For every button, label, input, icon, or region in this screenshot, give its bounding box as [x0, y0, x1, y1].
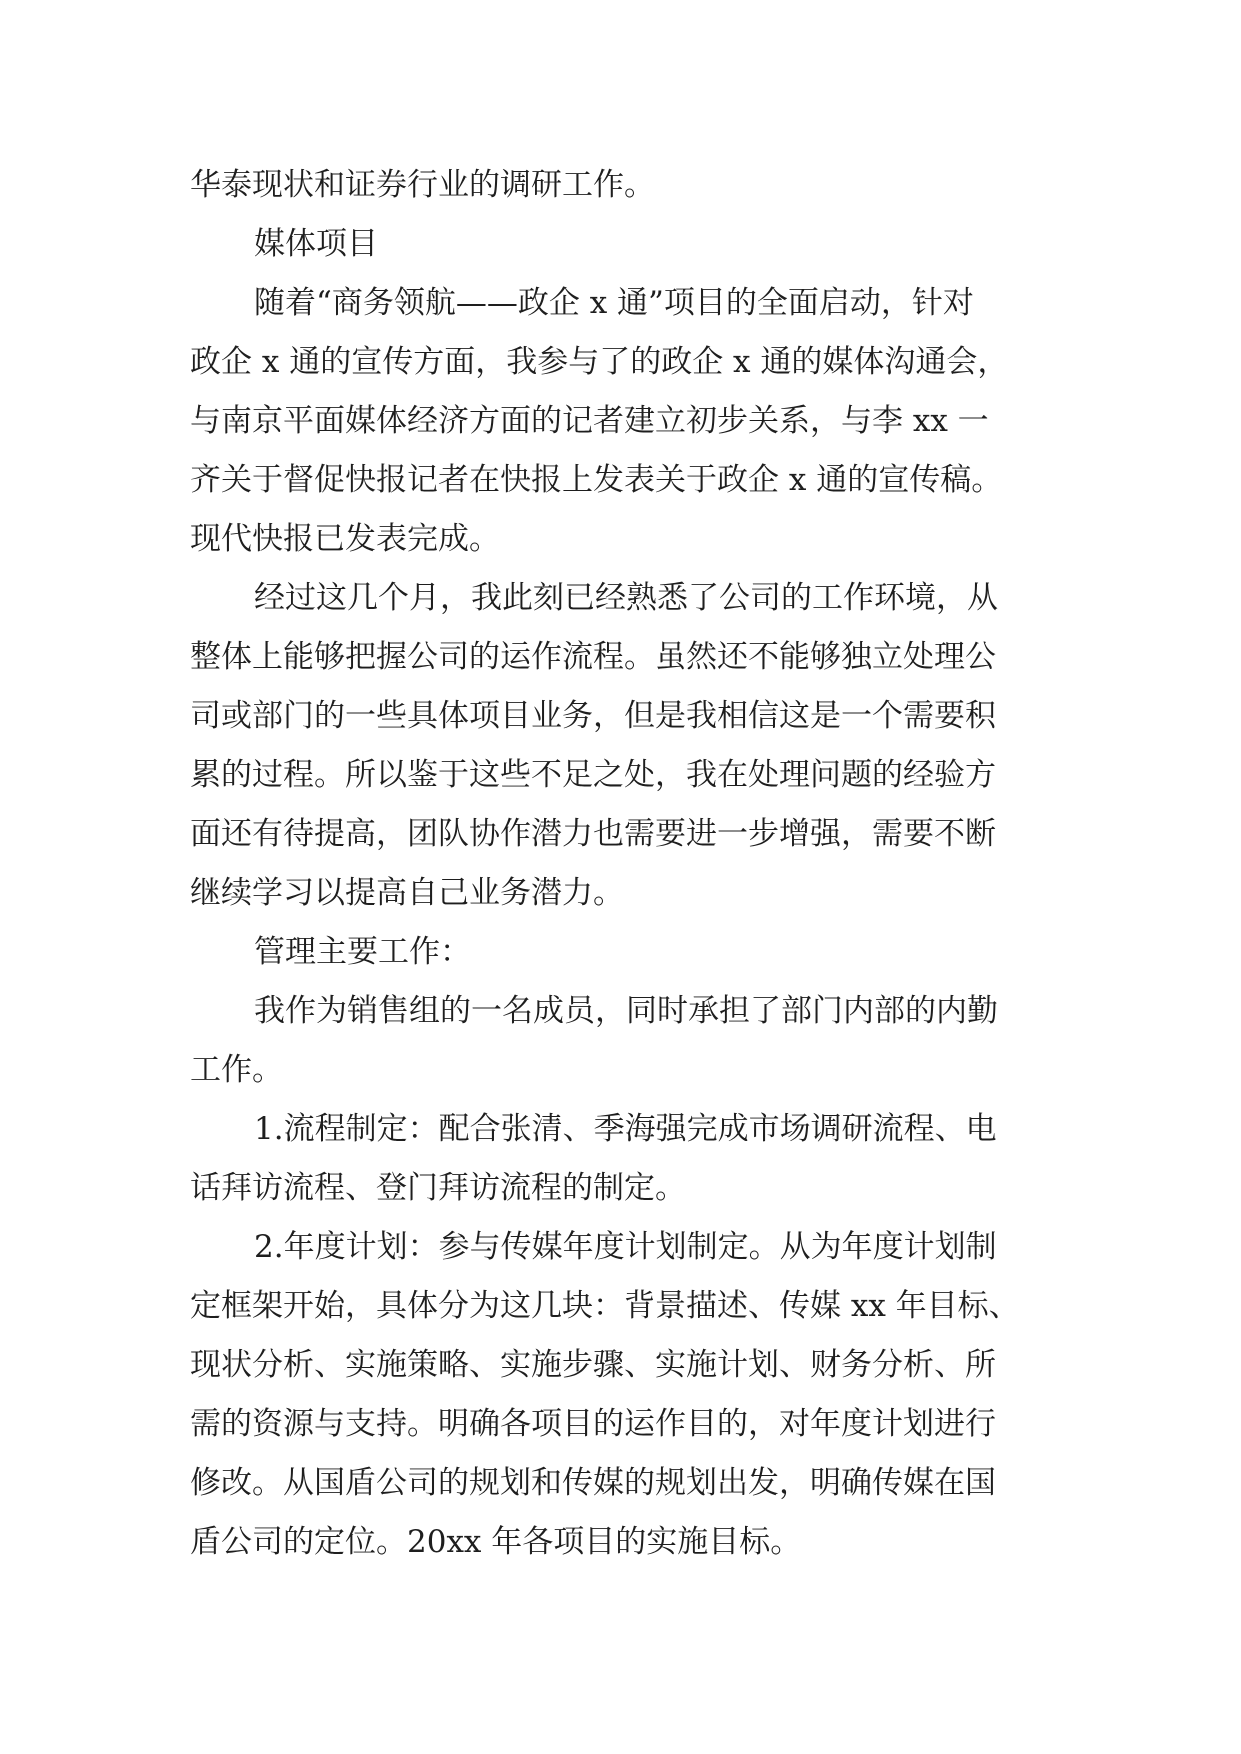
text-line-13: 继续学习以提高自己业务潜力。 — [190, 875, 624, 911]
list-item-2-line-1: 2.年度计划：参与传媒年度计划制定。从为年度计划制 — [254, 1229, 997, 1265]
text-line-8: 经过这几个月，我此刻已经熟悉了公司的工作环境，从 — [254, 580, 998, 616]
text-line-6: 齐关于督促快报记者在快报上发表关于政企 x 通的宣传稿。 — [190, 462, 1003, 498]
text-line-11: 累的过程。所以鉴于这些不足之处，我在处理问题的经验方 — [190, 757, 996, 793]
list-item-2-line-6: 盾公司的定位。20xx 年各项目的实施目标。 — [190, 1524, 802, 1560]
text-line-1: 华泰现状和证券行业的调研工作。 — [190, 167, 655, 203]
list-item-1-line-2: 话拜访流程、登门拜访流程的制定。 — [190, 1170, 686, 1206]
text-line-12: 面还有待提高，团队协作潜力也需要进一步增强，需要不断 — [190, 816, 996, 852]
list-item-2-line-5: 修改。从国盾公司的规划和传媒的规划出发，明确传媒在国 — [190, 1465, 996, 1501]
list-item-2-line-2: 定框架开始，具体分为这几块：背景描述、传媒 xx 年目标、 — [190, 1288, 1020, 1324]
text-line-3: 随着“商务领航——政企 x 通”项目的全面启动，针对 — [254, 285, 974, 321]
text-line-5: 与南京平面媒体经济方面的记者建立初步关系，与李 xx 一 — [190, 403, 989, 439]
section-heading-management-work: 管理主要工作： — [254, 934, 471, 970]
list-item-2-line-3: 现状分析、实施策略、实施步骤、实施计划、财务分析、所 — [190, 1347, 996, 1383]
text-line-16: 工作。 — [190, 1052, 283, 1088]
list-item-2-line-4: 需的资源与支持。明确各项目的运作目的，对年度计划进行 — [190, 1406, 996, 1442]
text-line-10: 司或部门的一些具体项目业务，但是我相信这是一个需要积 — [190, 698, 996, 734]
list-item-1-line-1: 1.流程制定：配合张清、季海强完成市场调研流程、电 — [254, 1111, 997, 1147]
text-line-9: 整体上能够把握公司的运作流程。虽然还不能够独立处理公 — [190, 639, 996, 675]
text-line-7: 现代快报已发表完成。 — [190, 521, 500, 557]
section-heading-media-project: 媒体项目 — [254, 226, 378, 262]
text-line-15: 我作为销售组的一名成员，同时承担了部门内部的内勤 — [254, 993, 998, 1029]
text-line-4: 政企 x 通的宣传方面，我参与了的政企 x 通的媒体沟通会， — [190, 344, 1009, 380]
